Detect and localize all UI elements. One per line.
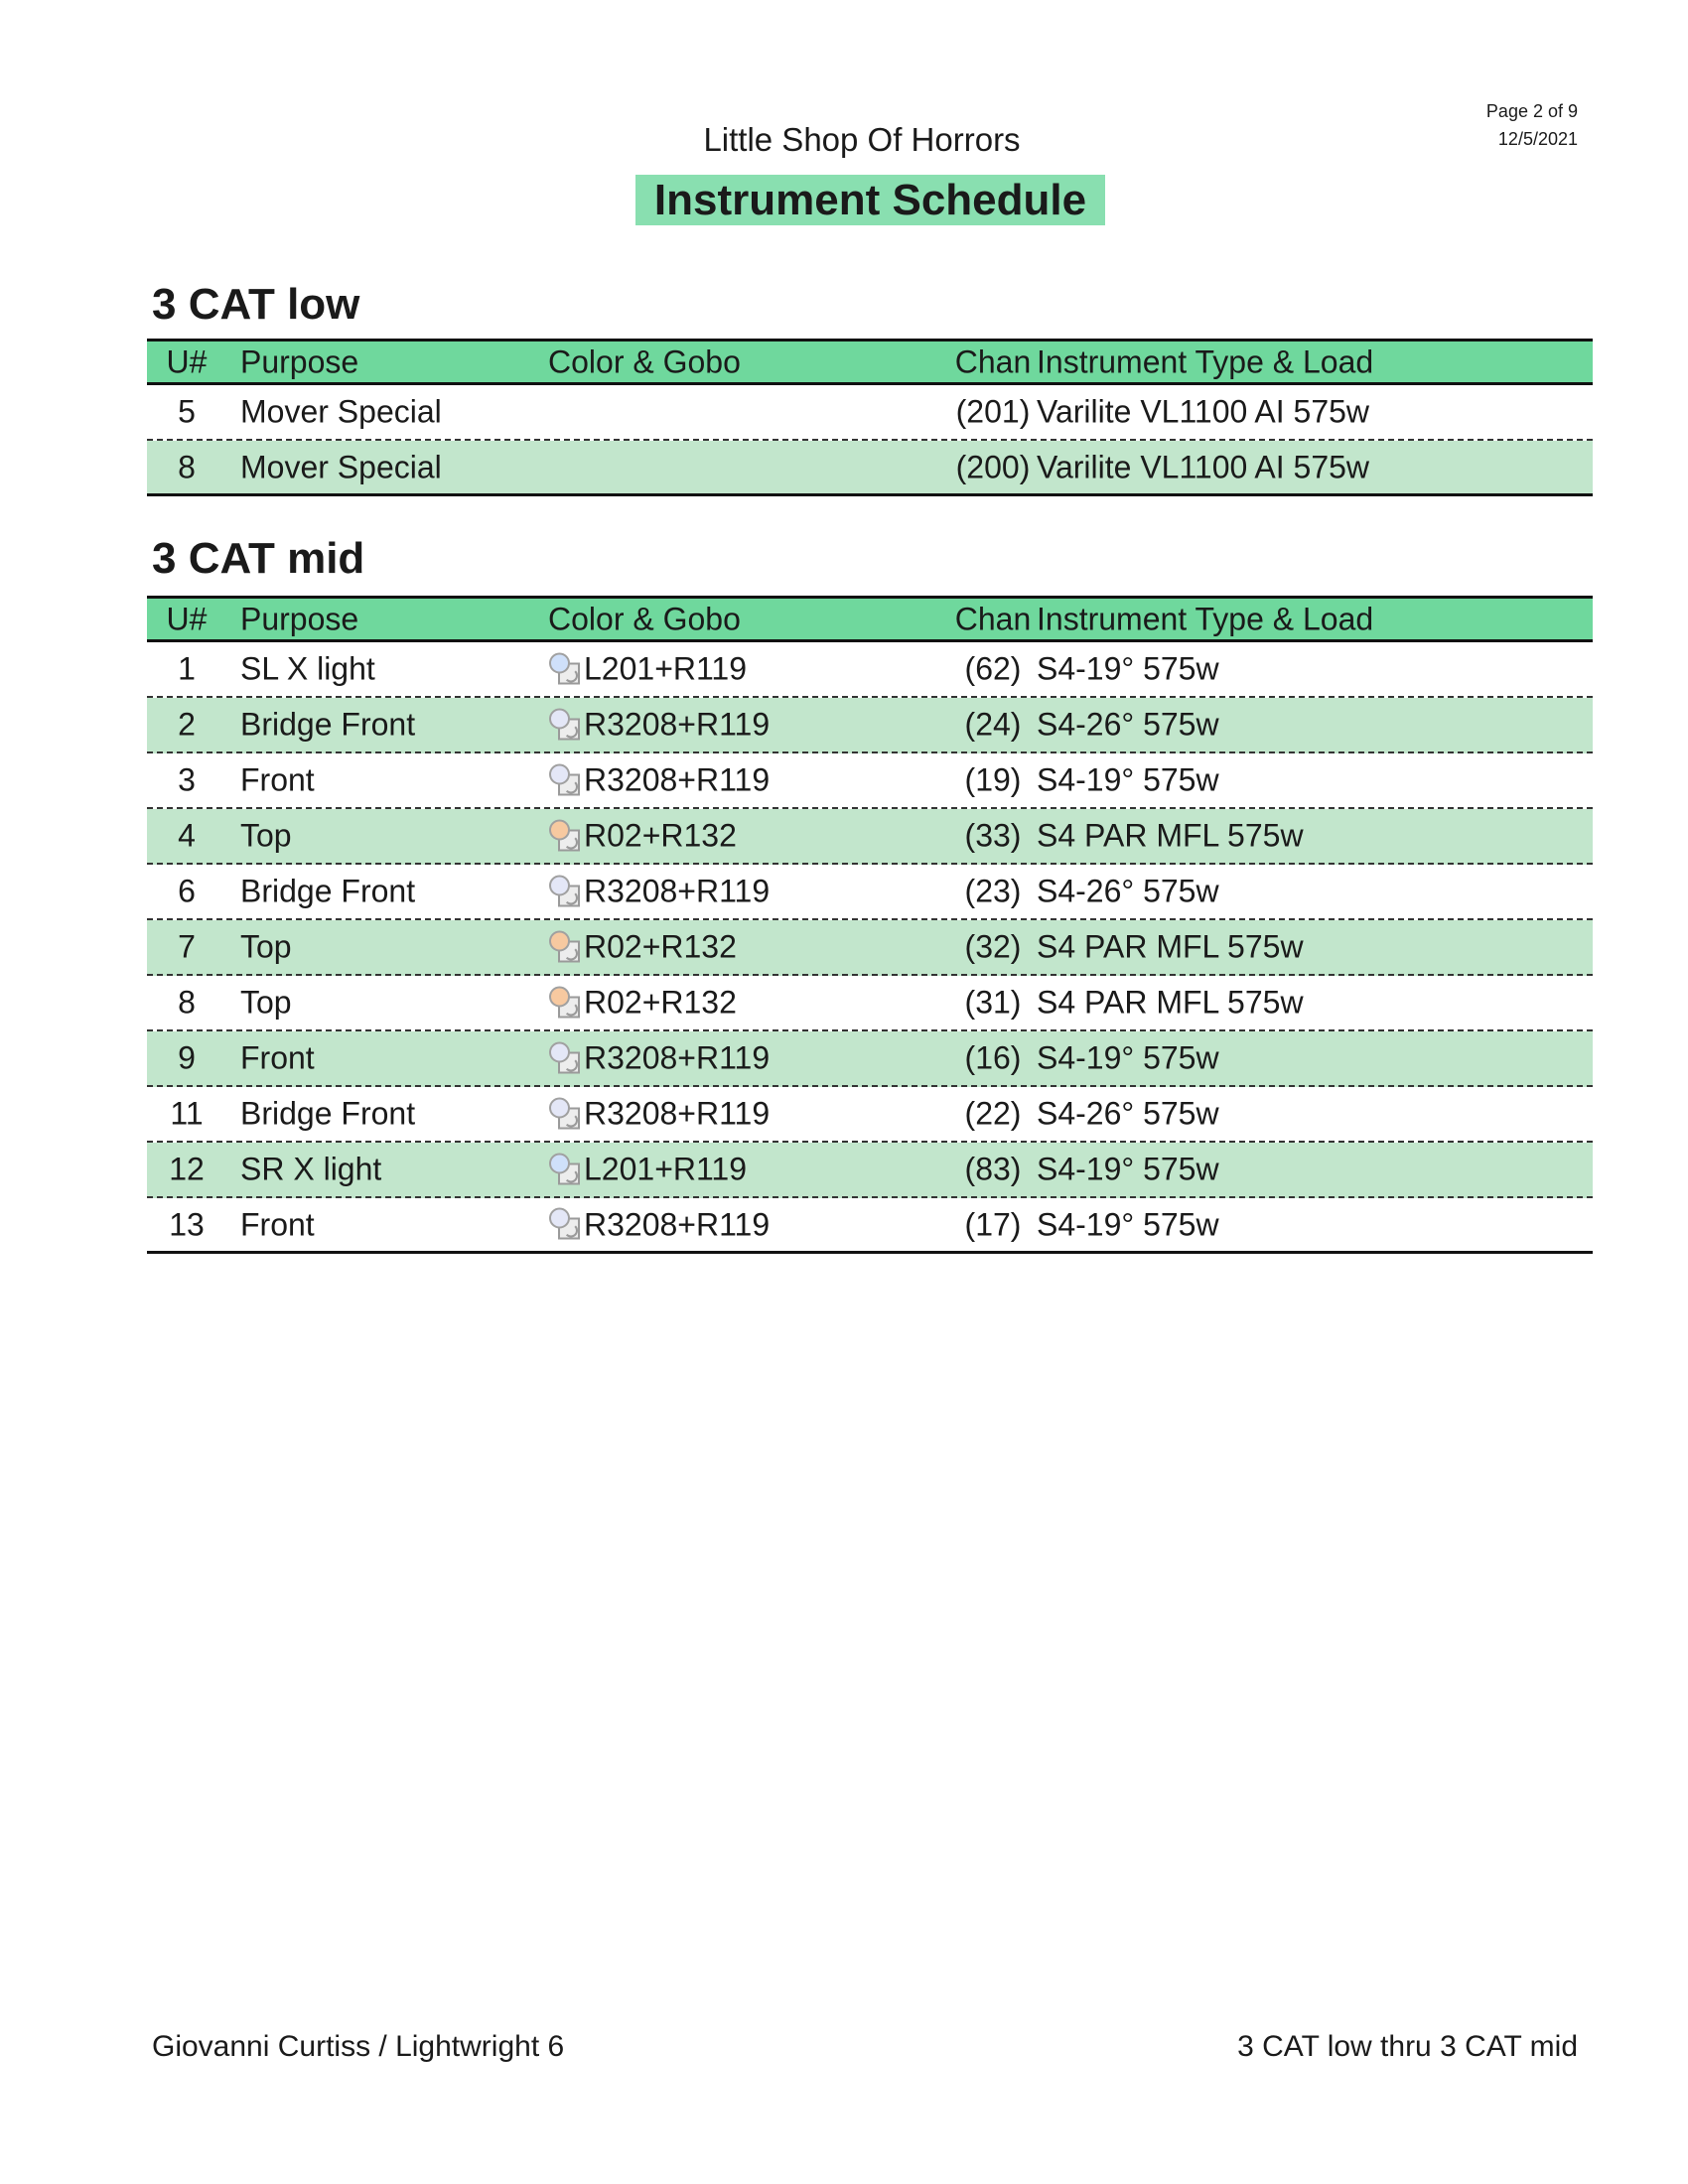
channel: (22) [964,1095,1022,1132]
page-number: Page 2 of 9 [1485,101,1578,121]
column-header-color: Color & Gobo [548,601,741,636]
color-gobo [548,1206,770,1243]
report-title: Instrument Schedule [635,175,1105,225]
instrument-type: S4-19° 575w [1037,761,1219,798]
unit-number: 5 [178,393,196,430]
instrument-type: S4 PAR MFL 575w [1037,817,1304,854]
instrument-type: S4-19° 575w [1037,650,1219,687]
purpose: SR X light [240,1151,382,1187]
column-header-unit: U# [166,601,208,636]
color-gobo [548,874,770,910]
table-header [147,596,1593,642]
channel: (19) [964,761,1022,798]
unit-number: 1 [178,650,196,687]
unit-number: 11 [170,1095,204,1132]
instrument-type: S4-26° 575w [1037,706,1219,743]
table-row [147,753,1593,809]
column-header-purpose: Purpose [240,601,359,636]
purpose: Top [240,817,292,854]
instrument-type: S4-26° 575w [1037,1095,1219,1132]
purpose: Front [240,1206,315,1242]
gel-color-icon [548,986,582,1020]
color-gobo-text: R02+R132 [584,817,737,854]
purpose: Bridge Front [240,1095,416,1132]
purpose: Front [240,761,315,798]
unit-number: 8 [178,984,196,1021]
table-row [147,385,1593,441]
instrument-type: Varilite VL1100 AI 575w [1037,393,1370,430]
column-header-color: Color & Gobo [548,343,741,379]
gel-color-icon [548,652,582,686]
purpose: Top [240,928,292,965]
table-row [147,1143,1593,1198]
color-gobo-text: R3208+R119 [584,873,771,909]
color-gobo [548,1040,770,1077]
instrument-type: S4-26° 575w [1037,873,1219,909]
color-gobo [548,818,737,855]
instrument-type: Varilite VL1100 AI 575w [1037,449,1370,484]
gel-color-icon [548,930,582,964]
gel-color-icon [548,763,582,797]
table-row [147,920,1593,976]
print-date: 12/5/2021 [1497,129,1578,149]
column-header-purpose: Purpose [240,343,359,379]
table-header [147,339,1593,385]
color-gobo [548,651,747,688]
instrument-type: S4-19° 575w [1037,1039,1219,1076]
channel: (31) [964,984,1022,1021]
purpose: Mover Special [240,449,442,484]
table-row [147,441,1593,496]
purpose: Bridge Front [240,706,416,743]
color-gobo [548,929,737,966]
column-header-unit: U# [166,343,208,379]
section-title-3-cat-mid: 3 CAT mid [152,534,365,583]
column-header-channel: Chan [954,343,1032,379]
purpose: SL X light [240,650,375,687]
purpose: Bridge Front [240,873,416,909]
gel-color-icon [548,819,582,853]
color-gobo [548,762,770,799]
color-gobo-text: R3208+R119 [584,1095,771,1132]
gel-color-icon [548,1208,582,1242]
gel-color-icon [548,875,582,908]
gel-color-icon [548,1041,582,1075]
color-gobo [548,985,737,1022]
table-body [147,642,1593,1254]
section-title-3-cat-low: 3 CAT low [152,280,360,329]
color-gobo-text: L201+R119 [584,650,747,687]
channel: (24) [964,706,1022,743]
color-gobo-text: R3208+R119 [584,1039,771,1076]
gel-color-icon [548,1097,582,1131]
channel: (16) [964,1039,1022,1076]
unit-number: 4 [178,817,196,854]
table-row [147,976,1593,1031]
table-row [147,1198,1593,1254]
unit-number: 12 [169,1151,205,1187]
channel: (201) [955,393,1031,430]
table-row [147,698,1593,753]
gel-color-icon [548,1153,582,1186]
unit-number: 2 [178,706,196,743]
table-row [147,642,1593,698]
color-gobo-text: R3208+R119 [584,706,771,743]
color-gobo-text: R02+R132 [584,984,737,1021]
show-title: Little Shop Of Horrors [703,121,1021,158]
instrument-type: S4 PAR MFL 575w [1037,928,1304,965]
purpose: Top [240,984,292,1021]
channel: (83) [964,1151,1022,1187]
color-gobo-text: R02+R132 [584,928,737,965]
channel: (17) [964,1206,1022,1242]
channel: (32) [964,928,1022,965]
unit-number: 6 [178,873,196,909]
table-row [147,1031,1593,1087]
footer-range: 3 CAT low thru 3 CAT mid [1237,2030,1578,2063]
schedule-table-3-cat-low [147,339,1593,496]
channel: (23) [964,873,1022,909]
color-gobo-text: L201+R119 [584,1151,747,1187]
instrument-type: S4 PAR MFL 575w [1037,984,1304,1021]
color-gobo-text: R3208+R119 [584,1206,771,1242]
unit-number: 9 [178,1039,196,1076]
footer-author: Giovanni Curtiss / Lightwright 6 [152,2030,565,2063]
channel: (33) [964,817,1022,854]
color-gobo [548,1152,747,1188]
schedule-table-3-cat-mid [147,596,1593,1254]
gel-color-icon [548,708,582,742]
table-row [147,865,1593,920]
table-row [147,809,1593,865]
purpose: Front [240,1039,315,1076]
unit-number: 13 [169,1206,205,1242]
unit-number: 7 [178,928,196,965]
instrument-type: S4-19° 575w [1037,1206,1219,1242]
column-header-type: Instrument Type & Load [1037,343,1374,379]
unit-number: 3 [178,761,196,798]
color-gobo [548,1096,770,1133]
channel: (62) [964,650,1022,687]
instrument-type: S4-19° 575w [1037,1151,1219,1187]
unit-number: 8 [178,449,196,484]
color-gobo [548,707,770,744]
column-header-channel: Chan [954,601,1032,636]
purpose: Mover Special [240,393,442,430]
color-gobo-text: R3208+R119 [584,761,771,798]
column-header-type: Instrument Type & Load [1037,601,1374,636]
table-body [147,385,1593,496]
table-row [147,1087,1593,1143]
channel: (200) [955,449,1031,484]
